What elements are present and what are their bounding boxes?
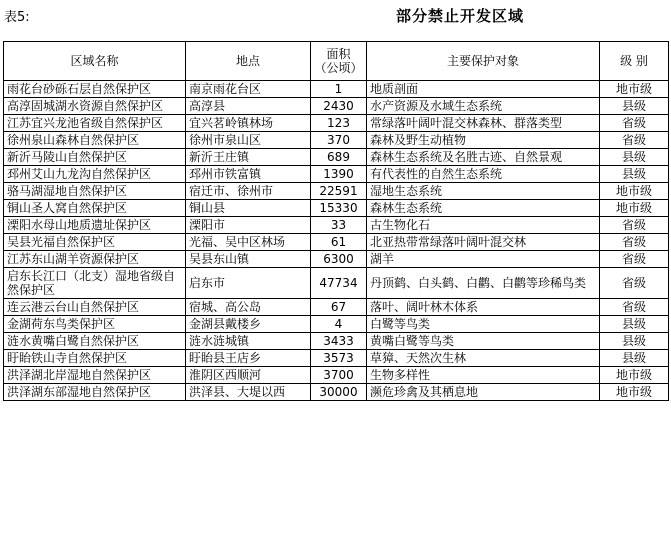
table-row — [4, 183, 669, 200]
cell-area-name: 启东长江口（北支）湿地省级自然保护区 — [4, 268, 186, 299]
cell-area-size: 689 — [311, 149, 367, 166]
cell-location: 启东市 — [186, 268, 311, 299]
header-area-size: 面积 （公顷） — [311, 42, 367, 81]
cell-protected-objects: 落叶、阔叶林木体系 — [367, 299, 600, 316]
cell-area-name: 洪泽湖东部湿地自然保护区 — [4, 384, 186, 401]
header-level: 级 别 — [600, 42, 669, 81]
table-row — [4, 384, 669, 401]
cell-area-name: 盱眙铁山寺自然保护区 — [4, 350, 186, 367]
cell-location: 宿城、高公岛 — [186, 299, 311, 316]
table-row — [4, 166, 669, 183]
cell-area-size: 1390 — [311, 166, 367, 183]
cell-level: 省级 — [600, 234, 669, 251]
cell-area-size: 30000 — [311, 384, 367, 401]
header-location: 地点 — [186, 42, 311, 81]
cell-area-name: 吴县光福自然保护区 — [4, 234, 186, 251]
cell-level: 县级 — [600, 166, 669, 183]
cell-area-size: 1 — [311, 81, 367, 98]
cell-location: 高淳县 — [186, 98, 311, 115]
cell-location: 光福、吴中区林场 — [186, 234, 311, 251]
table-row — [4, 251, 669, 268]
cell-area-size: 33 — [311, 217, 367, 234]
cell-level: 省级 — [600, 115, 669, 132]
cell-area-size: 2430 — [311, 98, 367, 115]
cell-area-name: 洪泽湖北岸湿地自然保护区 — [4, 367, 186, 384]
cell-location: 吴县东山镇 — [186, 251, 311, 268]
cell-level: 省级 — [600, 268, 669, 299]
cell-area-name: 雨花台砂砾石层自然保护区 — [4, 81, 186, 98]
cell-protected-objects: 丹顶鹤、白头鹤、白鹳、白鹳等珍稀鸟类 — [367, 268, 600, 299]
table-row — [4, 81, 669, 98]
cell-level: 地市级 — [600, 81, 669, 98]
cell-location: 宜兴茗岭镇林场 — [186, 115, 311, 132]
cell-area-size: 3433 — [311, 333, 367, 350]
cell-level: 地市级 — [600, 183, 669, 200]
cell-area-name: 江苏东山湖羊资源保护区 — [4, 251, 186, 268]
cell-area-size: 3573 — [311, 350, 367, 367]
table-row — [4, 217, 669, 234]
cell-level: 县级 — [600, 149, 669, 166]
table-caption: 表5: — [4, 10, 30, 25]
cell-location: 溧阳市 — [186, 217, 311, 234]
cell-location: 南京雨花台区 — [186, 81, 311, 98]
table-row — [4, 350, 669, 367]
protected-areas-table — [3, 41, 669, 401]
cell-level: 省级 — [600, 132, 669, 149]
cell-area-name: 新沂马陵山自然保护区 — [4, 149, 186, 166]
header-area-name: 区域名称 — [4, 42, 186, 81]
cell-protected-objects: 森林生态系统及名胜古迹、自然景观 — [367, 149, 600, 166]
table-row — [4, 98, 669, 115]
cell-location: 铜山县 — [186, 200, 311, 217]
cell-level: 地市级 — [600, 384, 669, 401]
cell-area-size: 3700 — [311, 367, 367, 384]
cell-area-name: 邳州艾山九龙沟自然保护区 — [4, 166, 186, 183]
header-row — [4, 42, 669, 81]
cell-protected-objects: 常绿落叶阔叶混交林森林、群落类型 — [367, 115, 600, 132]
cell-area-name: 铜山圣人窝自然保护区 — [4, 200, 186, 217]
cell-area-size: 6300 — [311, 251, 367, 268]
cell-area-size: 47734 — [311, 268, 367, 299]
cell-protected-objects: 有代表性的自然生态系统 — [367, 166, 600, 183]
cell-area-size: 22591 — [311, 183, 367, 200]
cell-protected-objects: 白鹭等鸟类 — [367, 316, 600, 333]
table-title: 部分禁止开发区域 — [396, 7, 525, 25]
cell-protected-objects: 森林及野生动植物 — [367, 132, 600, 149]
cell-level: 县级 — [600, 316, 669, 333]
cell-location: 宿迁市、徐州市 — [186, 183, 311, 200]
table-row — [4, 367, 669, 384]
table-row — [4, 299, 669, 316]
cell-level: 省级 — [600, 217, 669, 234]
cell-area-name: 骆马湖湿地自然保护区 — [4, 183, 186, 200]
cell-area-name: 金湖荷东鸟类保护区 — [4, 316, 186, 333]
cell-location: 金湖县戴楼乡 — [186, 316, 311, 333]
cell-protected-objects: 湿地生态系统 — [367, 183, 600, 200]
cell-area-size: 123 — [311, 115, 367, 132]
cell-location: 徐州市泉山区 — [186, 132, 311, 149]
table-row — [4, 316, 669, 333]
cell-area-size: 370 — [311, 132, 367, 149]
cell-level: 地市级 — [600, 200, 669, 217]
cell-protected-objects: 古生物化石 — [367, 217, 600, 234]
cell-level: 县级 — [600, 333, 669, 350]
cell-area-name: 连云港云台山自然保护区 — [4, 299, 186, 316]
cell-location: 新沂王庄镇 — [186, 149, 311, 166]
cell-location: 涟水涟城镇 — [186, 333, 311, 350]
cell-area-size: 4 — [311, 316, 367, 333]
table-row — [4, 149, 669, 166]
table-row — [4, 115, 669, 132]
cell-location: 洪泽县、大堤以西 — [186, 384, 311, 401]
table-row — [4, 234, 669, 251]
cell-area-name: 涟水黄嘴白鹭自然保护区 — [4, 333, 186, 350]
table-row — [4, 333, 669, 350]
table-row — [4, 268, 669, 299]
cell-level: 县级 — [600, 350, 669, 367]
cell-protected-objects: 草獐、天然次生林 — [367, 350, 600, 367]
cell-protected-objects: 湖羊 — [367, 251, 600, 268]
cell-location: 邳州市铁富镇 — [186, 166, 311, 183]
cell-area-size: 67 — [311, 299, 367, 316]
cell-area-name: 江苏宜兴龙池省级自然保护区 — [4, 115, 186, 132]
cell-level: 省级 — [600, 299, 669, 316]
table-row — [4, 132, 669, 149]
table-row — [4, 200, 669, 217]
cell-area-name: 徐州泉山森林自然保护区 — [4, 132, 186, 149]
header-protected-objects: 主要保护对象 — [367, 42, 600, 81]
cell-protected-objects: 地质剖面 — [367, 81, 600, 98]
cell-area-size: 15330 — [311, 200, 367, 217]
cell-protected-objects: 水产资源及水域生态系统 — [367, 98, 600, 115]
cell-level: 省级 — [600, 251, 669, 268]
cell-location: 盱眙县王店乡 — [186, 350, 311, 367]
cell-area-size: 61 — [311, 234, 367, 251]
cell-protected-objects: 北亚热带常绿落叶阔叶混交林 — [367, 234, 600, 251]
cell-protected-objects: 黄嘴白鹭等鸟类 — [367, 333, 600, 350]
cell-protected-objects: 森林生态系统 — [367, 200, 600, 217]
cell-level: 县级 — [600, 98, 669, 115]
cell-area-name: 溧阳水母山地质遗址保护区 — [4, 217, 186, 234]
cell-area-name: 高淳固城湖水资源自然保护区 — [4, 98, 186, 115]
cell-location: 淮阴区西顺河 — [186, 367, 311, 384]
cell-protected-objects: 濒危珍禽及其栖息地 — [367, 384, 600, 401]
cell-level: 地市级 — [600, 367, 669, 384]
cell-protected-objects: 生物多样性 — [367, 367, 600, 384]
